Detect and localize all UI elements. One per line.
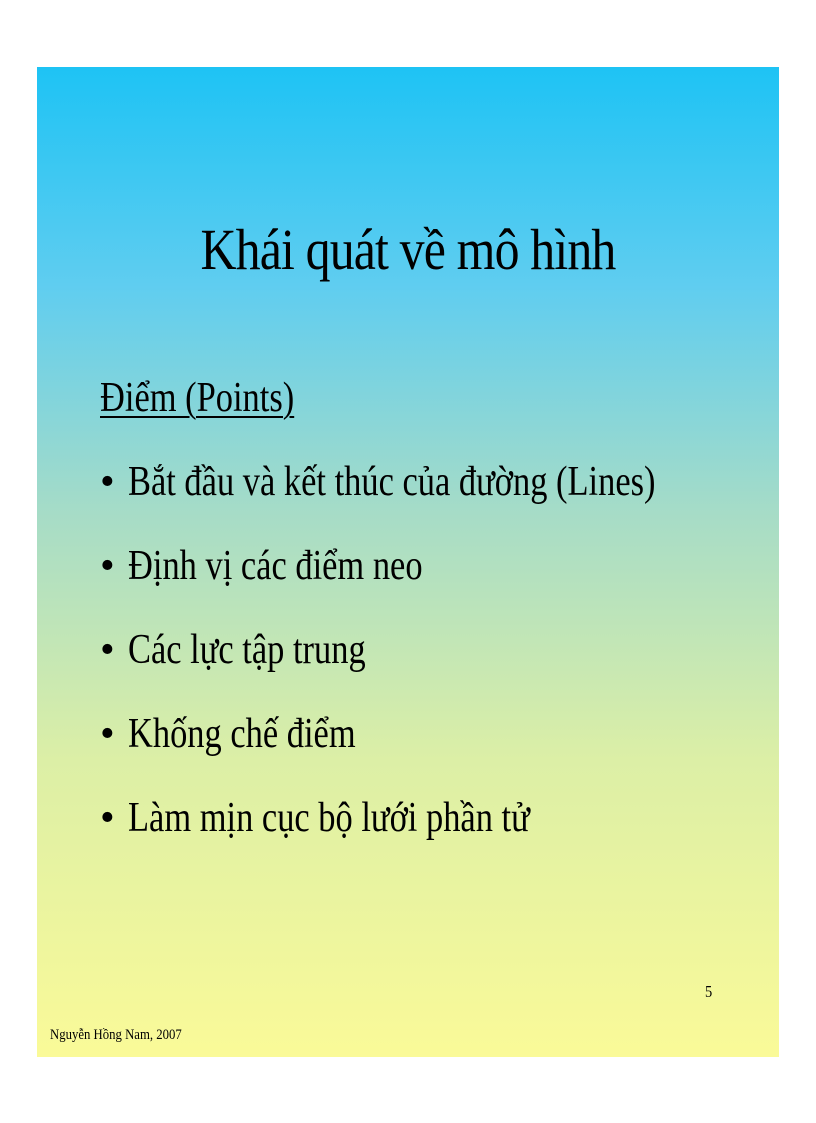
page-number: 5 — [705, 982, 713, 1001]
section-heading: Điểm (Points) — [100, 375, 295, 421]
footer-author: Nguyễn Hồng Nam, 2007 — [50, 1027, 182, 1043]
bullet-text: Khống chế điểm — [128, 711, 356, 757]
bullet-icon: • — [100, 711, 115, 757]
slide — [37, 67, 779, 1057]
bullet-icon: • — [100, 459, 115, 505]
bullet-text: Làm mịn cục bộ lưới phần tử — [128, 795, 530, 841]
bullet-icon: • — [100, 627, 115, 673]
bullet-text: Định vị các điểm neo — [128, 543, 423, 589]
slide-title: Khái quát về mô hình — [200, 217, 616, 282]
bullet-text: Bắt đầu và kết thúc của đường (Lines) — [128, 459, 656, 505]
bullet-icon: • — [100, 543, 115, 589]
bullet-icon: • — [100, 795, 115, 841]
bullet-text: Các lực tập trung — [128, 627, 366, 673]
